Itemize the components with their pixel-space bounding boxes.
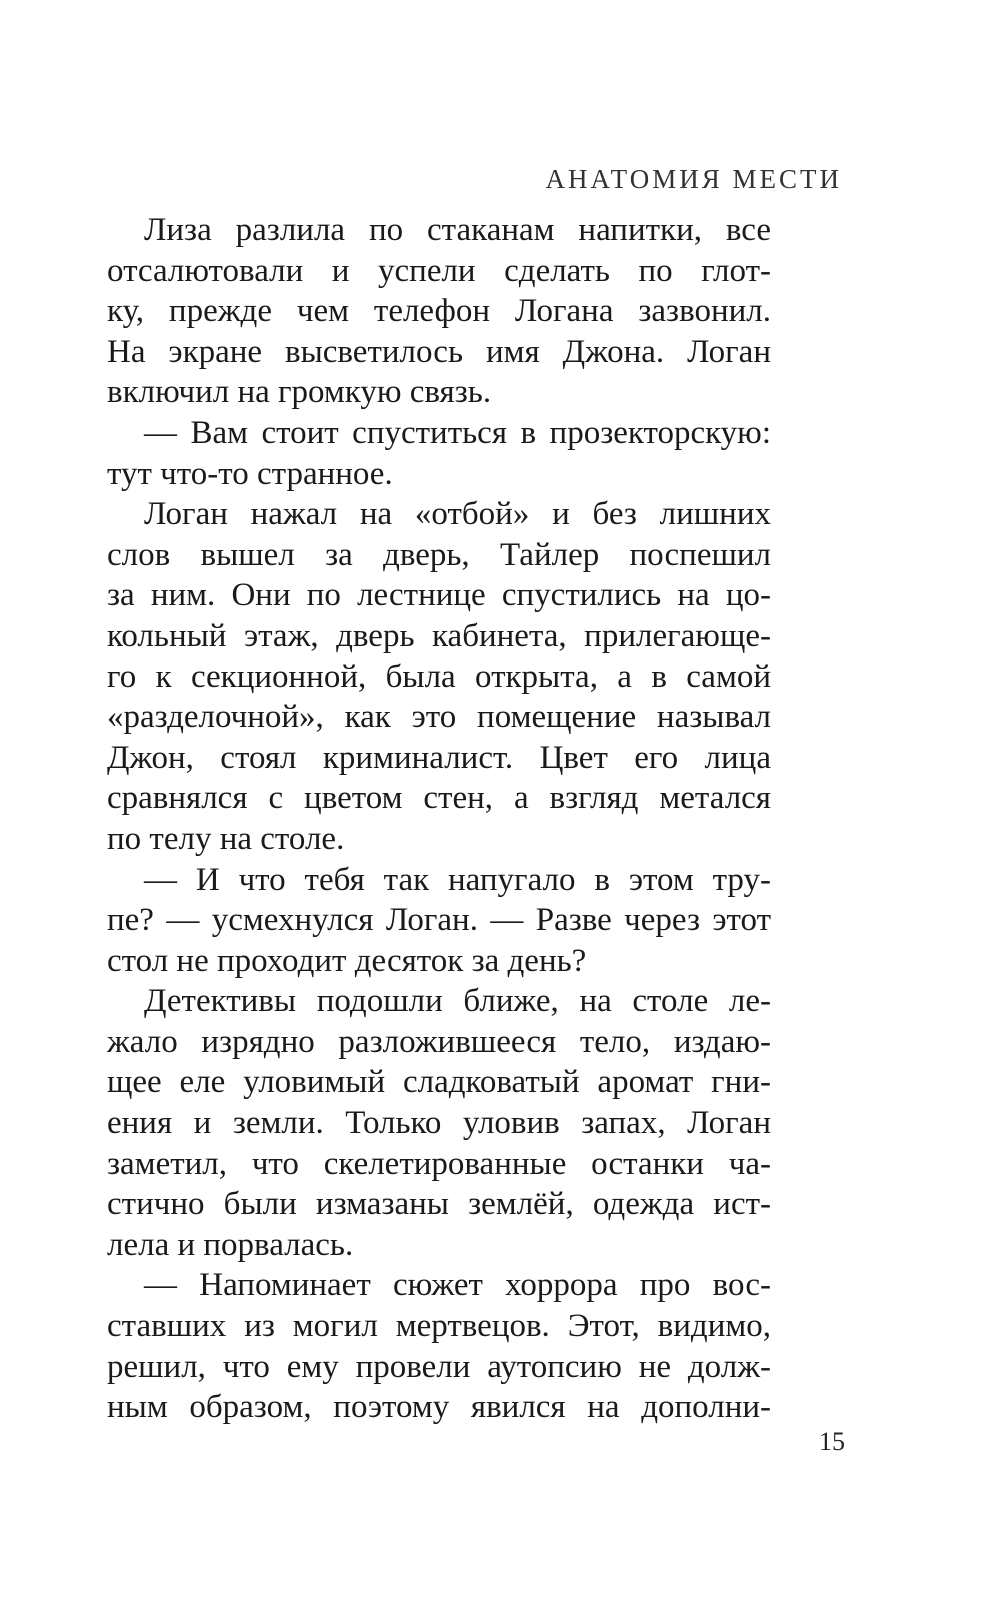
text-line: решил, что ему провели аутопсию не долж- bbox=[107, 1348, 771, 1385]
text-line: — Напоминает сюжет хоррора про вос- bbox=[144, 1267, 771, 1304]
text-line: го к секционной, была открыта, а в самой bbox=[107, 658, 771, 695]
text-line: жало изрядно разложившееся тело, издаю- bbox=[107, 1023, 771, 1060]
text-line: щее еле уловимый сладковатый аромат гни- bbox=[107, 1064, 771, 1101]
text-line: отсалютовали и успели сделать по глот- bbox=[107, 252, 771, 289]
text-line: сравнялся с цветом стен, а взгляд метался bbox=[107, 780, 771, 817]
body-text bbox=[107, 210, 771, 1428]
text-line: по телу на столе. bbox=[107, 820, 345, 857]
text-line: ным образом, поэтому явился на дополни- bbox=[107, 1389, 771, 1426]
text-line: заметил, что скелетированные останки ча- bbox=[107, 1145, 771, 1182]
text-line: Лиза разлила по стаканам напитки, все bbox=[144, 212, 771, 248]
text-line: за ним. Они по лестнице спустились на цо- bbox=[107, 577, 771, 614]
text-line: стично были измазаны землёй, одежда ист- bbox=[107, 1186, 771, 1223]
text-line: кольный этаж, дверь кабинета, прилегающе- bbox=[107, 617, 771, 654]
text-line: стол не проходит десяток за день? bbox=[107, 942, 587, 979]
text-line: ку, прежде чем телефон Логана зазвонил. bbox=[107, 293, 771, 330]
text-line: слов вышел за дверь, Тайлер поспешил bbox=[107, 536, 771, 573]
text-line: включил на громкую связь. bbox=[107, 374, 492, 411]
text-line: лела и порвалась. bbox=[107, 1226, 354, 1263]
text-line: Логан нажал на «отбой» и без лишних bbox=[144, 496, 771, 533]
text-line: пе? — усмехнулся Логан. — Разве через этот bbox=[107, 902, 771, 939]
text-line: Джон, стоял криминалист. Цвет его лица bbox=[107, 739, 771, 776]
text-line: ставших из могил мертвецов. Этот, видимо, bbox=[107, 1308, 771, 1345]
text-line: «разделочной», как это помещение называл bbox=[107, 699, 771, 736]
text-line: ения и земли. Только уловив запах, Логан bbox=[107, 1105, 771, 1142]
text-line: тут что-то странное. bbox=[107, 455, 393, 492]
text-line: Детективы подошли ближе, на столе ле- bbox=[144, 983, 771, 1020]
text-line: — Вам стоит спуститься в прозекторскую: bbox=[144, 414, 771, 451]
running-head: АНАТОМИЯ МЕСТИ bbox=[545, 164, 842, 194]
page-number: 15 bbox=[819, 1427, 845, 1456]
text-line: На экране высветилось имя Джона. Логан bbox=[107, 333, 771, 370]
text-line: — И что тебя так напугало в этом тру- bbox=[144, 861, 771, 898]
